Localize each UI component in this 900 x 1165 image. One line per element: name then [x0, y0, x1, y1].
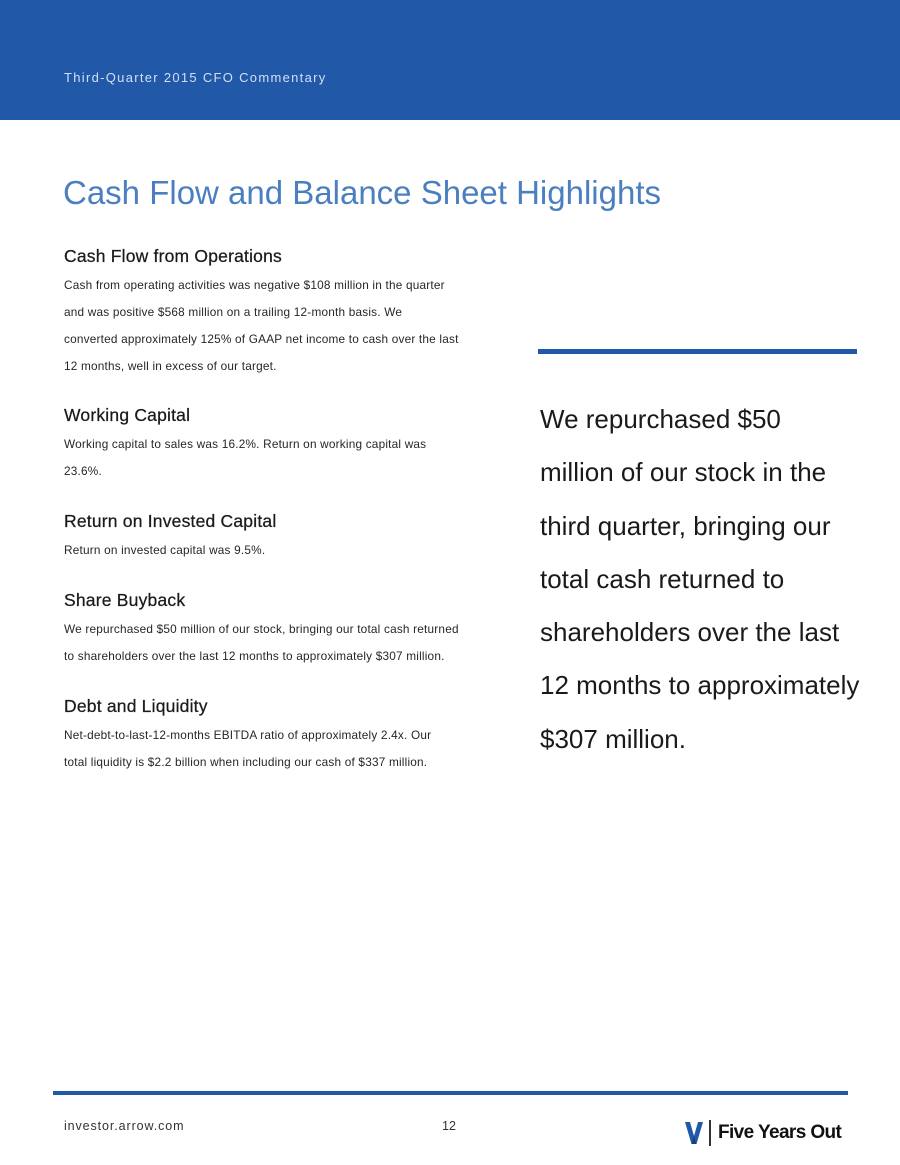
header-band	[0, 0, 900, 120]
section-body: Working capital to sales was 16.2%. Return on working capital was 23.6%.	[64, 437, 427, 478]
section-heading: Share Buyback	[64, 590, 186, 610]
section-heading: Working Capital	[64, 405, 191, 425]
logo-divider	[709, 1120, 711, 1146]
section-heading: Cash Flow from Operations	[64, 246, 282, 266]
pull-quote-rule	[538, 349, 857, 354]
section-body: Cash from operating activities was negative $108 million in the quarter and was positive $568 million on a trailing 12-month basis. We converted approximately 125% of GAAP net income to cash over the last 12 months, well in excess of our target.	[64, 278, 459, 373]
section-body: Return on invested capital was 9.5%.	[64, 543, 266, 557]
section-working-capital	[64, 403, 426, 485]
section-share-buyback	[64, 588, 459, 670]
section-heading: Return on Invested Capital	[64, 511, 277, 531]
section-body: We repurchased $50 million of our stock, bringing our total cash returned to shareholders over the last 12 months to approximately $307 million.	[64, 622, 459, 663]
header-title: Third-Quarter 2015 CFO Commentary	[64, 70, 327, 85]
section-cash-flow-from-operations	[64, 244, 459, 380]
arrow-v-logo-icon	[684, 1121, 704, 1145]
section-debt-and-liquidity	[64, 694, 431, 776]
pull-quote: We repurchased $50 million of our stock in the third quarter, bringing our total cash returned to shareholders over the last 12 months to approximately $307 million.	[540, 404, 860, 754]
footer-url: investor.arrow.com	[64, 1119, 185, 1133]
brand-logo	[684, 1119, 841, 1147]
page-number: 12	[442, 1119, 456, 1133]
section-body: Net-debt-to-last-12-months EBITDA ratio of approximately 2.4x. Our total liquidity is $2.2 billion when including our cash of $337 million.	[64, 728, 432, 769]
page-title: Cash Flow and Balance Sheet Highlights	[63, 174, 662, 211]
section-heading: Debt and Liquidity	[64, 696, 208, 716]
section-return-on-invested-capital	[64, 509, 276, 564]
footer-rule	[53, 1091, 848, 1095]
logo-wordmark: Five Years Out	[718, 1122, 842, 1143]
